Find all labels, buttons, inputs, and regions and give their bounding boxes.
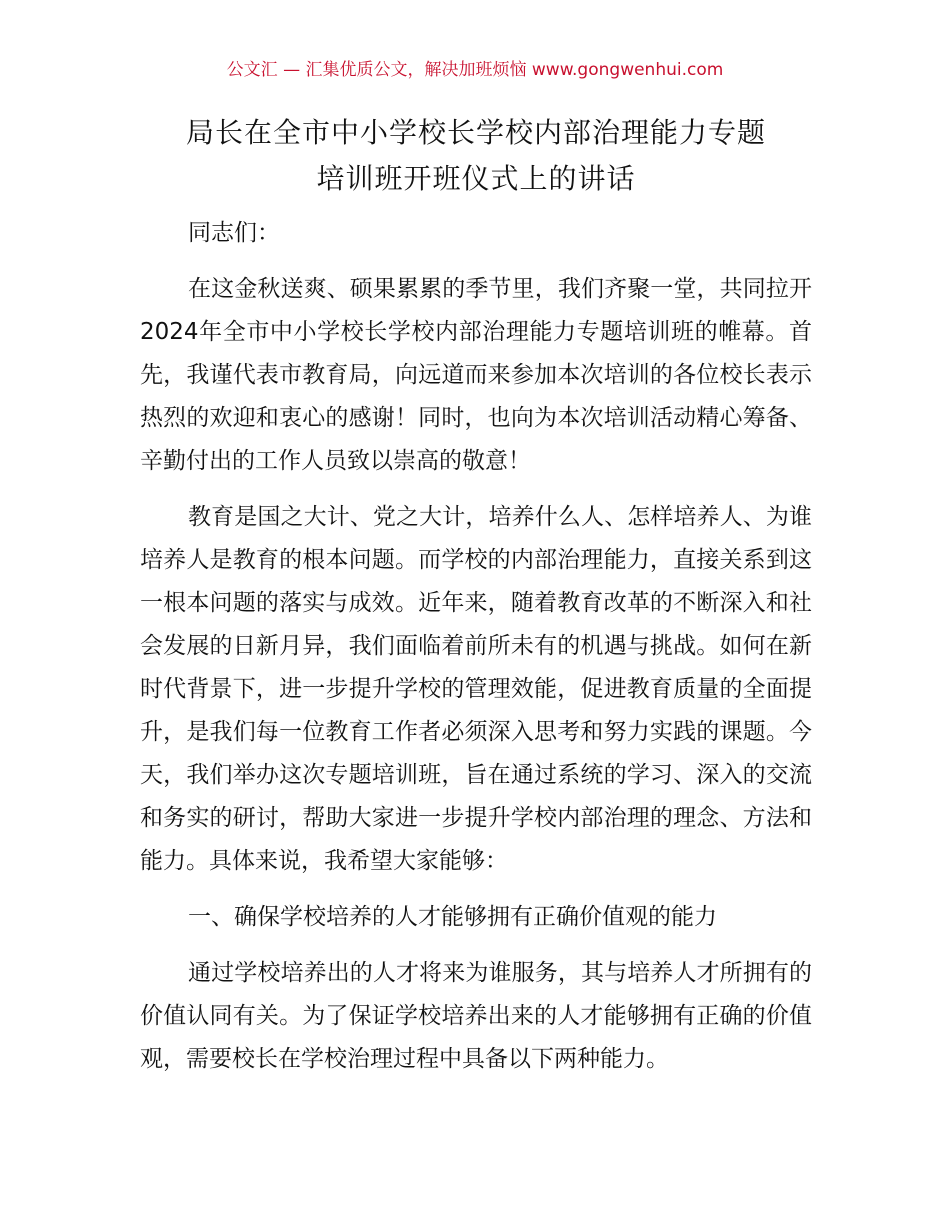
salutation: 同志们： <box>188 220 280 246</box>
title-line-2: 培训班开班仪式上的讲话 <box>316 162 636 195</box>
site-header-banner: 公文汇 — 汇集优质公文，解决加班烦恼 www.gongwenhui.com <box>226 60 724 80</box>
title-line-1: 局长在全市中小学校长学校内部治理能力专题 <box>185 116 766 149</box>
document-body <box>140 110 812 1081</box>
paragraph-section-1: 通过学校培养出的人才将来为谁服务，其与培养人才所拥有的价值认同有关。为了保证学校培养出来的人才能够拥有正确的价值观，需要校长在学校治理过程中具备以下两种能力。 <box>140 960 812 1072</box>
section-heading-1: 一、确保学校培养的人才能够拥有正确价值观的能力 <box>188 904 717 930</box>
document-title <box>140 110 812 202</box>
paragraph-background: 教育是国之大计、党之大计，培养什么人、怎样培养人、为谁培养人是教育的根本问题。而学校的内部治理能力，直接关系到这一根本问题的落实与成效。近年来，随着教育改革的不断深入和社会发展的日新月异，我们面临着前所未有的机遇与挑战。如何在新时代背景下，进一步提升学校的管理效能，促进教育质量的全面提升，是我们每一位教育工作者必须深入思考和努力实践的课题。今天，我们举办这次专题培训班，旨在通过系统的学习、深入的交流和务实的研讨，帮助大家进一步提升学校内部治理的理念、方法和能力。具体来说，我希望大家能够： <box>140 504 812 874</box>
paragraph-opening: 在这金秋送爽、硕果累累的季节里，我们齐聚一堂，共同拉开2024年全市中小学校长学校内部治理能力专题培训班的帷幕。首先，我谨代表市教育局，向远道而来参加本次培训的各位校长表示热烈的欢迎和衷心的感谢！同时，也向为本次培训活动精心筹备、辛勤付出的工作人员致以崇高的敬意！ <box>140 276 812 474</box>
